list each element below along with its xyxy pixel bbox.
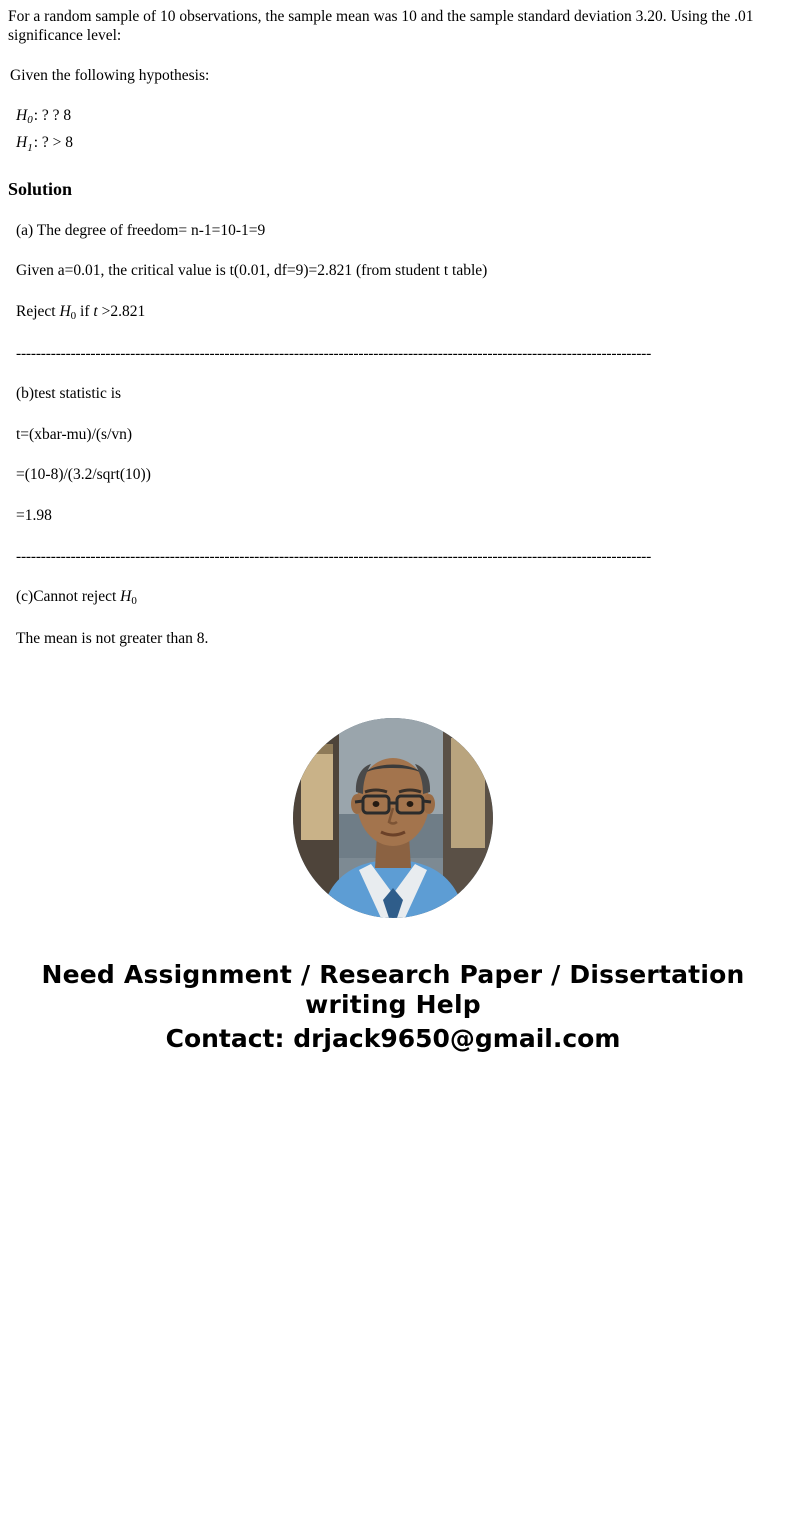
hypothesis-null-subscript: 0 — [27, 114, 33, 127]
rejection-rule-statistic: t — [93, 302, 98, 320]
decision-symbol: H — [120, 587, 132, 605]
avatar-photo-icon — [293, 718, 493, 918]
section-divider-1: -------------------------------------------------------------------------------------------------------------------------------- — [16, 345, 652, 363]
hypothesis-alt-statement: : ? > 8 — [33, 134, 74, 152]
problem-statement: For a random sample of 10 observations, the sample mean was 10 and the sample standard deviation 3.20. Using the .01 significance level: — [8, 8, 754, 44]
decision-line — [8, 588, 778, 608]
degrees-of-freedom-line: (a) The degree of freedom= n-1=10-1=9 — [16, 221, 266, 239]
rejection-rule-line — [8, 303, 778, 323]
promo-footer — [8, 718, 778, 1054]
decision-prefix: (c)Cannot reject — [16, 587, 121, 605]
hypothesis-alt — [8, 134, 778, 154]
rejection-rule-mid: if — [76, 302, 94, 320]
hypothesis-alt-subscript: 1 — [27, 141, 33, 154]
test-statistic-formula: t=(xbar-mu)/(s/vn) — [16, 425, 133, 443]
rejection-rule-symbol: H — [59, 302, 71, 320]
hypothesis-null — [8, 107, 778, 127]
hypothesis-null-statement: : ? ? 8 — [33, 107, 72, 125]
section-divider-2: -------------------------------------------------------------------------------------------------------------------------------- — [16, 547, 652, 565]
test-statistic-substitution: =(10-8)/(3.2/sqrt(10)) — [16, 466, 151, 484]
critical-value-line: Given a=0.01, the critical value is t(0.01, df=9)=2.821 (from student t table) — [16, 262, 488, 280]
decision-subscript: 0 — [131, 594, 137, 607]
promo-headline-line1: Need Assignment / Research Paper / Dissertation — [41, 960, 745, 990]
promo-contact: Contact: drjack9650@gmail.com — [165, 1024, 621, 1054]
promo-headline — [8, 960, 778, 1020]
conclusion-line: The mean is not greater than 8. — [16, 629, 209, 647]
promo-headline-line2: writing Help — [305, 990, 481, 1020]
rejection-rule-suffix: >2.821 — [97, 302, 146, 320]
test-statistic-label: (b)test statistic is — [16, 385, 122, 403]
rejection-rule-subscript: 0 — [70, 309, 77, 322]
solution-heading: Solution — [8, 178, 73, 199]
avatar — [293, 718, 493, 918]
test-statistic-result: =1.98 — [16, 506, 52, 524]
rejection-rule-prefix: Reject — [16, 302, 60, 320]
given-hypothesis-label: Given the following hypothesis: — [10, 66, 210, 84]
hypothesis-null-symbol: H — [16, 107, 28, 125]
hypothesis-alt-symbol: H — [16, 134, 28, 152]
